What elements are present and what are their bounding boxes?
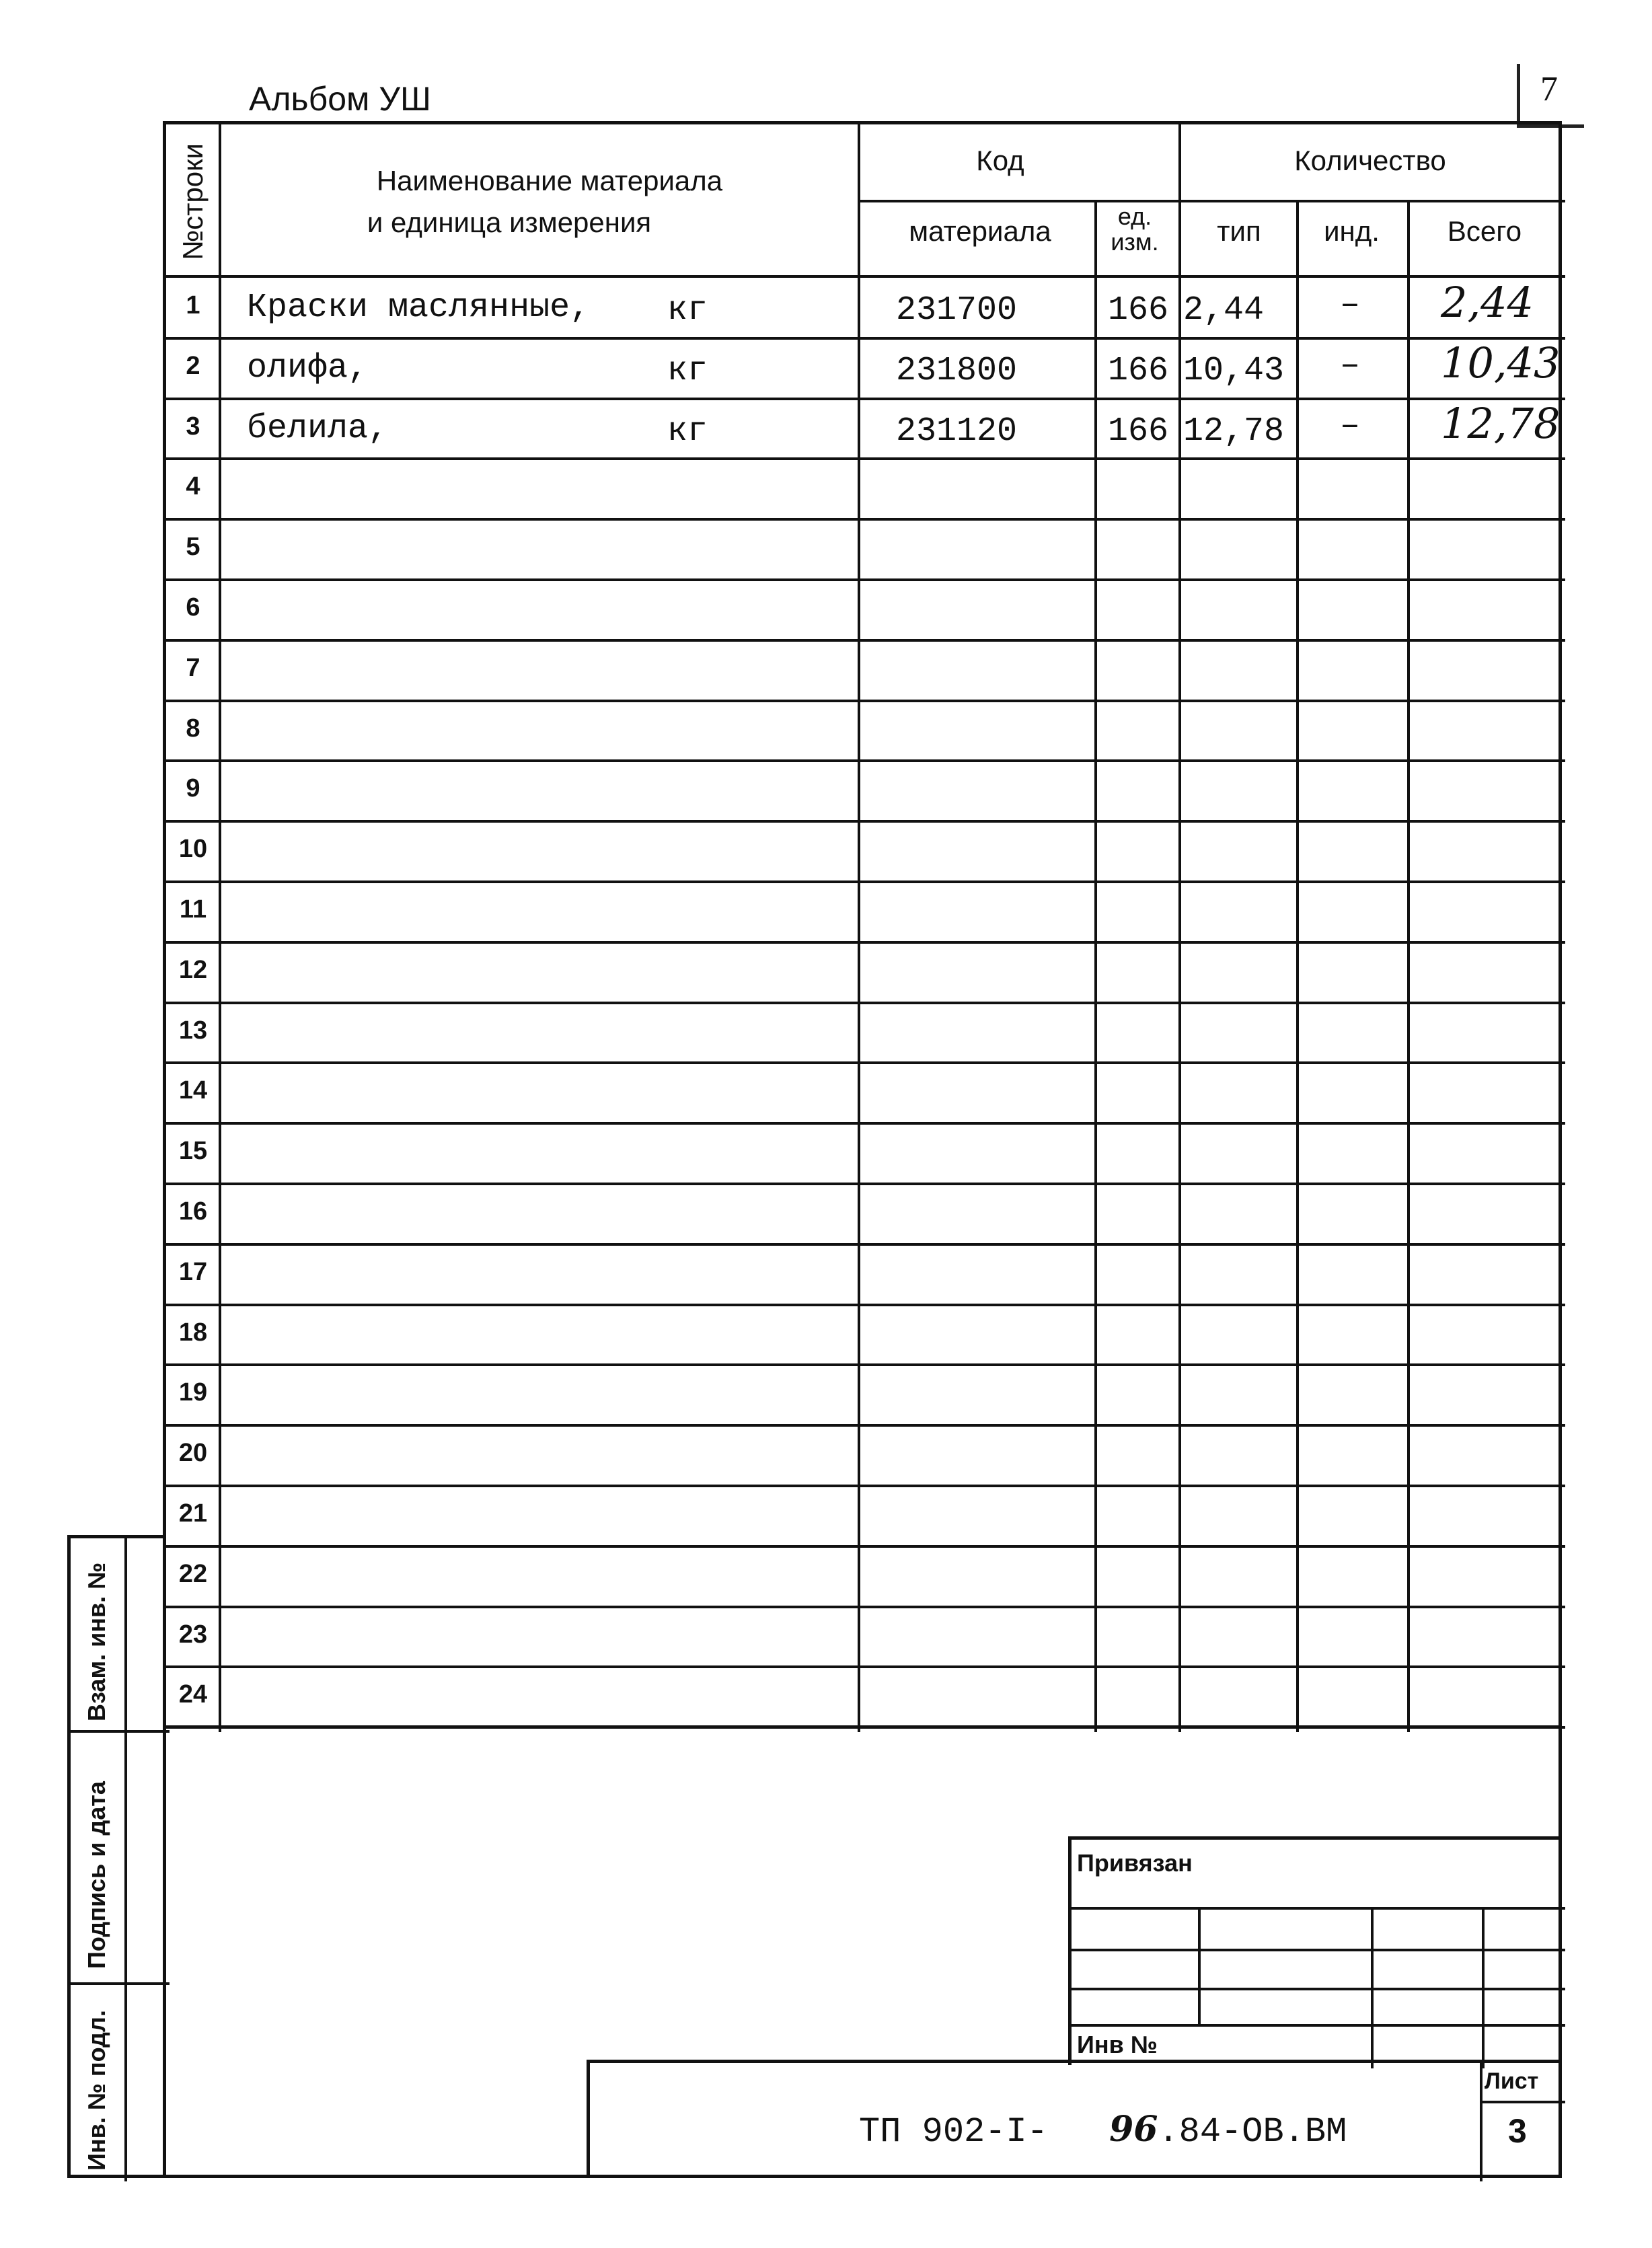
page-number: 7 (1540, 70, 1558, 108)
material-code: 231120 (896, 412, 1018, 451)
binding-stamp (1068, 1836, 1562, 2065)
row-divider (166, 518, 1565, 521)
qty-total-header: Всего (1447, 215, 1522, 247)
qty-type: 12,78 (1183, 412, 1285, 451)
qty-total: 12,78 (1441, 399, 1561, 448)
sheet-label: Лист (1485, 2068, 1539, 2094)
qty-ind: – (1340, 407, 1361, 445)
row-number: 7 (186, 654, 200, 682)
name-column-header: Наименование материала (376, 165, 723, 196)
row-divider (166, 1304, 1565, 1306)
document-code: ТП 902-I- 96.84-ОВ.ВМ (859, 2109, 1347, 2152)
side-label-podpis: Подпись и дата (83, 1781, 110, 1969)
qty-ind: – (1340, 346, 1361, 385)
row-divider (166, 639, 1565, 642)
qty-ind-header: инд. (1324, 215, 1380, 247)
row-number: 1 (186, 291, 200, 320)
qty-type: 2,44 (1183, 291, 1265, 330)
row-divider (166, 1061, 1565, 1064)
unit-code: 166 (1108, 352, 1169, 390)
row-number: 12 (178, 956, 208, 984)
row-number: 15 (178, 1137, 208, 1165)
row-number: 11 (179, 895, 207, 924)
material-unit: кг (667, 412, 708, 451)
row-number: 23 (178, 1620, 208, 1649)
rows-column-header: №строки (177, 143, 209, 260)
code-material-header: материала (909, 215, 1051, 247)
qty-group-header: Количество (1294, 145, 1446, 176)
row-divider (166, 1363, 1565, 1366)
row-divider (166, 759, 1565, 762)
qty-type-header: тип (1217, 215, 1261, 247)
inv-no-label: Инв № (1077, 2031, 1158, 2058)
row-number: 19 (178, 1378, 208, 1407)
privyazan-label: Привязан (1077, 1849, 1193, 1877)
row-divider (166, 1002, 1565, 1004)
row-number: 2 (186, 352, 200, 380)
row-divider (166, 1243, 1565, 1246)
material-name: олифа, (247, 349, 369, 387)
row-number: 16 (178, 1197, 208, 1226)
material-unit: кг (667, 352, 708, 390)
row-number: 4 (186, 472, 200, 500)
row-number: 8 (186, 714, 200, 743)
row-divider (166, 820, 1565, 823)
row-divider (166, 700, 1565, 702)
row-number: 24 (178, 1680, 208, 1709)
side-label-vzam: Взам. инв. № (83, 1562, 110, 1721)
unit-code: 166 (1108, 291, 1169, 330)
row-divider (166, 578, 1565, 581)
row-divider (166, 457, 1565, 460)
row-number: 3 (186, 412, 200, 441)
name-column-header-2: и единица измерения (367, 207, 652, 238)
row-divider (166, 1122, 1565, 1125)
material-name: белила, (247, 410, 389, 448)
row-divider (166, 1424, 1565, 1427)
qty-ind: – (1340, 286, 1361, 324)
row-divider (166, 1665, 1565, 1668)
page-number-box (1517, 64, 1584, 128)
row-number: 22 (178, 1560, 208, 1588)
qty-total: 2,44 (1441, 278, 1534, 327)
row-number: 13 (178, 1016, 208, 1045)
row-number: 21 (178, 1499, 208, 1528)
material-unit: кг (667, 291, 708, 330)
side-label-inv-podl: Инв. № подл. (83, 2010, 110, 2171)
row-number: 10 (178, 835, 208, 863)
row-divider (166, 881, 1565, 883)
row-number: 17 (178, 1258, 208, 1286)
code-unit-header: ед. изм. (1111, 202, 1159, 256)
row-divider (166, 398, 1565, 400)
row-divider (166, 1545, 1565, 1548)
sheet-number: 3 (1508, 2112, 1527, 2150)
code-group-header: Код (976, 145, 1024, 176)
side-strip (67, 1535, 166, 2178)
unit-code: 166 (1108, 412, 1169, 451)
row-number: 14 (178, 1076, 208, 1104)
material-code: 231800 (896, 352, 1018, 390)
row-number: 9 (186, 774, 200, 802)
row-number: 20 (178, 1439, 208, 1467)
material-name: Краски маслянные, (247, 289, 591, 327)
qty-total: 10,43 (1441, 338, 1561, 387)
row-number: 5 (186, 533, 200, 561)
row-divider (166, 337, 1565, 340)
title-block (587, 2060, 1562, 2178)
material-code: 231700 (896, 291, 1018, 330)
materials-table (163, 121, 1562, 1729)
qty-type: 10,43 (1183, 352, 1285, 390)
album-label: Альбом УШ (249, 80, 431, 118)
row-divider (166, 1183, 1565, 1185)
row-divider (166, 941, 1565, 944)
row-number: 6 (186, 593, 200, 622)
row-divider (166, 1606, 1565, 1608)
row-number: 18 (178, 1318, 208, 1347)
row-divider (166, 1485, 1565, 1487)
